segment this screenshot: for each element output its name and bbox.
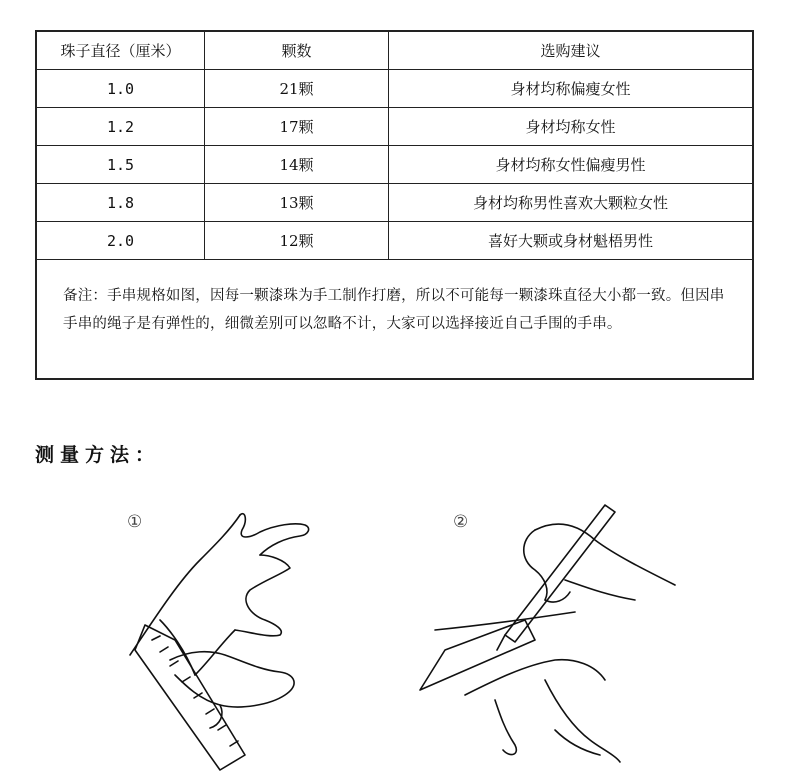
table-row <box>37 222 752 260</box>
wrist-tape-drawing <box>100 500 340 772</box>
table-row <box>37 70 752 108</box>
cell-diameter: 1.8 <box>37 184 205 222</box>
cell-count: 14颗 <box>205 146 389 184</box>
cell-count: 12颗 <box>205 222 389 260</box>
cell-count: 21颗 <box>205 70 389 108</box>
cell-suggestion: 身材均称偏瘦女性 <box>389 70 753 108</box>
table-row <box>37 184 752 222</box>
cell-diameter: 2.0 <box>37 222 205 260</box>
cell-count: 17颗 <box>205 108 389 146</box>
measure-illustration-1 <box>100 500 340 776</box>
wrist-pen-drawing <box>405 500 705 772</box>
cell-diameter: 1.5 <box>37 146 205 184</box>
header-diameter: 珠子直径（厘米） <box>37 32 205 70</box>
step-number-1: ① <box>127 512 143 532</box>
measure-illustration-2 <box>405 500 705 776</box>
table-row <box>37 146 752 184</box>
header-suggestion: 选购建议 <box>389 32 753 70</box>
cell-suggestion: 身材均称女性偏瘦男性 <box>389 146 753 184</box>
section-title: 测量方法： <box>35 444 161 466</box>
cell-count: 13颗 <box>205 184 389 222</box>
cell-diameter: 1.2 <box>37 108 205 146</box>
table-row <box>37 108 752 146</box>
size-guide-box <box>35 30 754 380</box>
cell-suggestion: 身材均称男性喜欢大颗粒女性 <box>389 184 753 222</box>
cell-diameter: 1.0 <box>37 70 205 108</box>
header-count: 颗数 <box>205 32 389 70</box>
size-table <box>37 32 752 260</box>
cell-suggestion: 身材均称女性 <box>389 108 753 146</box>
note-text: 备注：手串规格如图，因每一颗漆珠为手工制作打磨，所以不可能每一颗漆珠直径大小都一致。但因串手串的绳子是有弹性的，细微差别可以忽略不计，大家可以选择接近自己手围的手串。 <box>63 288 725 332</box>
cell-suggestion: 喜好大颗或身材魁梧男性 <box>389 222 753 260</box>
step-number-2: ② <box>453 512 469 532</box>
table-header-row <box>37 32 752 70</box>
